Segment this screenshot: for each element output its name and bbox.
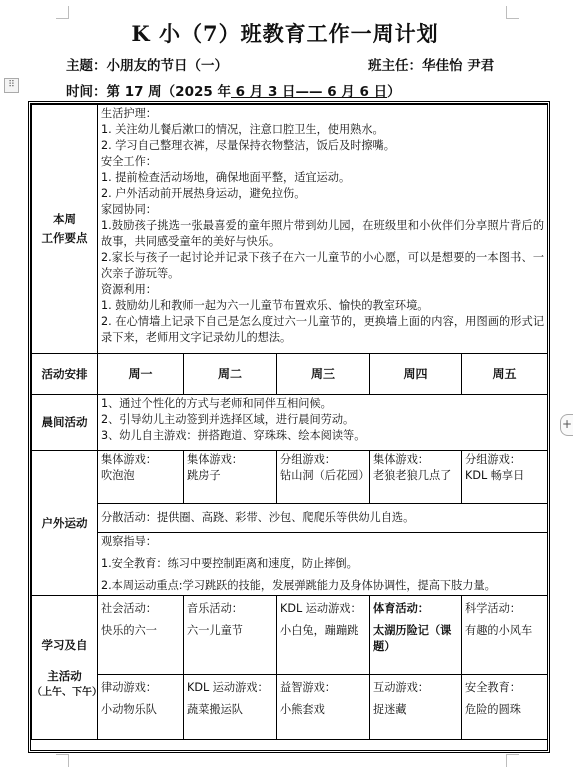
outdoor-game-name: 吹泡泡 xyxy=(101,469,135,482)
study-type: 益智游戏： xyxy=(280,681,336,694)
study-cell[interactable] xyxy=(184,675,277,740)
time-label: 时间： xyxy=(66,84,107,100)
teacher-value: 华佳怡 尹君 xyxy=(422,58,495,74)
study-type: 科学活动： xyxy=(465,602,521,615)
outdoor-label: 户外运动 xyxy=(32,451,98,596)
document-title: K 小（7）班教育工作一周计划 xyxy=(131,21,439,46)
study-cell[interactable] xyxy=(98,675,184,740)
study-name: 六一儿童节 xyxy=(187,624,243,637)
work-point-line: 2.家长与孩子一起讨论并记录下孩子在六一儿童节的小心愿，可以是想要的一本图书、一次亲子游玩等。 xyxy=(101,251,545,280)
time-week: 第 17 周（2025 年 xyxy=(106,84,231,100)
study-type: 互动游戏： xyxy=(373,681,429,694)
work-point-line: 安全工作： xyxy=(101,155,157,168)
work-point-line: 2. 户外活动前开展热身运动，避免拉伤。 xyxy=(101,187,306,200)
page-corner-mark-bottom-right xyxy=(506,754,519,767)
time-line xyxy=(66,80,401,100)
outdoor-game-type: 集体游戏： xyxy=(101,453,157,466)
study-type: 体育活动： xyxy=(373,602,429,615)
theme-value: 小朋友的节日（一） xyxy=(106,58,228,74)
study-type: KDL 运动游戏： xyxy=(187,681,269,694)
work-point-line: 家园协同： xyxy=(101,203,157,216)
outdoor-game-cell[interactable] xyxy=(98,451,184,504)
study-cell[interactable] xyxy=(462,675,548,740)
study-row-1 xyxy=(32,596,548,675)
work-points-row xyxy=(32,105,548,354)
weekly-plan-table xyxy=(31,104,548,740)
outdoor-scatter-row xyxy=(32,504,548,533)
outdoor-game-cell[interactable] xyxy=(370,451,462,504)
work-points-label xyxy=(32,105,98,354)
study-type: 社会活动： xyxy=(101,602,157,615)
observe-line: 2.本周运动重点:学习跳跃的技能，发展弹跳能力及身体协调性，提高下肢力量。 xyxy=(101,579,496,592)
day-tuesday: 周二 xyxy=(184,354,277,395)
morning-row xyxy=(32,395,548,451)
study-name: 蔬菜搬运队 xyxy=(187,703,243,716)
work-point-line: 生活护理： xyxy=(101,107,157,120)
theme-label: 主题： xyxy=(66,58,107,74)
study-cell[interactable] xyxy=(462,596,548,675)
outdoor-game-name: 钻山洞（后花园） xyxy=(280,469,370,482)
work-label-line-1: 本周 xyxy=(53,212,76,226)
work-point-line: 1. 关注幼儿餐后漱口的情况，注意口腔卫生，使用熟水。 xyxy=(101,123,384,136)
study-type: KDL 运动游戏： xyxy=(280,602,362,615)
outdoor-game-type: 分组游戏： xyxy=(280,453,336,466)
study-name: 快乐的六一 xyxy=(101,624,157,637)
study-name: 太湖历险记（课题） xyxy=(373,624,452,653)
morning-line: 3、幼儿自主游戏：拼搭跑道、穿珠珠、绘本阅读等。 xyxy=(101,429,366,442)
study-cell[interactable] xyxy=(184,596,277,675)
outdoor-observe-cell[interactable] xyxy=(98,533,548,596)
work-point-line: 2. 在心情墙上记录下自己是怎么度过六一儿童节的，更换墙上面的内容，用图画的形式记录下来，老师用文字记录幼儿的想法。 xyxy=(101,315,545,344)
outdoor-game-type: 集体游戏： xyxy=(187,453,243,466)
study-cell[interactable] xyxy=(277,596,370,675)
outdoor-scatter-cell[interactable]: 分散活动：提供圈、高跷、彩带、沙包、爬爬乐等供幼儿自选。 xyxy=(98,504,548,533)
study-name: 小白兔，蹦蹦跳 xyxy=(280,624,359,637)
observe-line: 观察指导： xyxy=(101,535,157,548)
time-close: ） xyxy=(387,84,401,100)
study-label xyxy=(32,596,102,740)
morning-line: 1、通过个性化的方式与老师和同伴互相问候。 xyxy=(101,397,332,410)
morning-label: 晨间活动 xyxy=(32,395,98,451)
outdoor-observe-row xyxy=(32,533,548,596)
outdoor-game-name: 跳房子 xyxy=(187,469,221,482)
add-column-button[interactable]: + xyxy=(560,414,573,436)
observe-line: 1.安全教育：练习中要控制距离和速度，防止摔倒。 xyxy=(101,557,358,570)
teacher-line xyxy=(368,54,494,74)
time-range: 6 月 3 日—— 6 月 6 日 xyxy=(230,84,388,100)
outdoor-game-cell[interactable] xyxy=(184,451,277,504)
table-move-handle-icon[interactable]: ⠿ xyxy=(4,78,19,93)
outdoor-game-name: 老狼老狼几点了 xyxy=(373,469,452,482)
morning-line: 2、引导幼儿主动签到并选择区域，进行晨间劳动。 xyxy=(101,413,355,426)
work-point-line: 1. 鼓励幼儿和教师一起为六一儿童节布置欢乐、愉快的教室环境。 xyxy=(101,299,429,312)
outdoor-game-cell[interactable] xyxy=(277,451,370,504)
study-label-line-2: 主活动 xyxy=(47,669,82,683)
schedule-header-row xyxy=(32,354,548,395)
study-label-line-1: 学习及自 xyxy=(41,638,88,652)
study-cell[interactable] xyxy=(98,596,184,675)
study-name: 小动物乐队 xyxy=(101,703,157,716)
day-monday: 周一 xyxy=(98,354,184,395)
work-point-line: 1.鼓励孩子挑选一张最喜爱的童年照片带到幼儿园，在班级里和小伙伴们分享照片背后的故事，共同感受童年的美好与快乐。 xyxy=(101,219,545,248)
study-name: 捉迷藏 xyxy=(373,703,407,716)
schedule-label: 活动安排 xyxy=(32,354,98,395)
study-cell[interactable] xyxy=(370,675,462,740)
study-type: 律动游戏： xyxy=(101,681,157,694)
work-label-line-2: 工作要点 xyxy=(41,231,88,245)
outdoor-game-name: KDL 畅享日 xyxy=(465,469,525,482)
study-cell[interactable] xyxy=(277,675,370,740)
outdoor-game-cell[interactable] xyxy=(462,451,548,504)
day-wednesday: 周三 xyxy=(277,354,370,395)
study-type: 安全教育： xyxy=(465,681,521,694)
study-name: 有趣的小风车 xyxy=(465,624,533,637)
study-name: 小熊套戏 xyxy=(280,703,325,716)
morning-content[interactable] xyxy=(98,395,548,451)
study-cell[interactable] xyxy=(370,596,462,675)
study-type: 音乐活动： xyxy=(187,602,243,615)
work-points-content[interactable] xyxy=(98,105,548,354)
work-point-line: 1. 提前检查活动场地，确保地面平整，适宜运动。 xyxy=(101,171,351,184)
study-label-line-3: （上午、下午） xyxy=(32,687,102,698)
weekly-plan-table-frame xyxy=(28,101,550,753)
day-thursday: 周四 xyxy=(370,354,462,395)
theme-line xyxy=(66,54,228,74)
work-point-line: 2. 学习自己整理衣裤，尽量保持衣物整洁，饭后及时擦嘴。 xyxy=(101,139,395,152)
outdoor-game-type: 分组游戏： xyxy=(465,453,521,466)
day-friday: 周五 xyxy=(462,354,548,395)
page-corner-mark-bottom-left xyxy=(56,754,69,767)
study-name: 危险的圆珠 xyxy=(465,703,521,716)
outdoor-games-row xyxy=(32,451,548,504)
outdoor-game-type: 集体游戏： xyxy=(373,453,429,466)
study-row-2 xyxy=(32,675,548,740)
work-point-line: 资源利用： xyxy=(101,283,157,296)
teacher-label: 班主任： xyxy=(368,58,422,74)
